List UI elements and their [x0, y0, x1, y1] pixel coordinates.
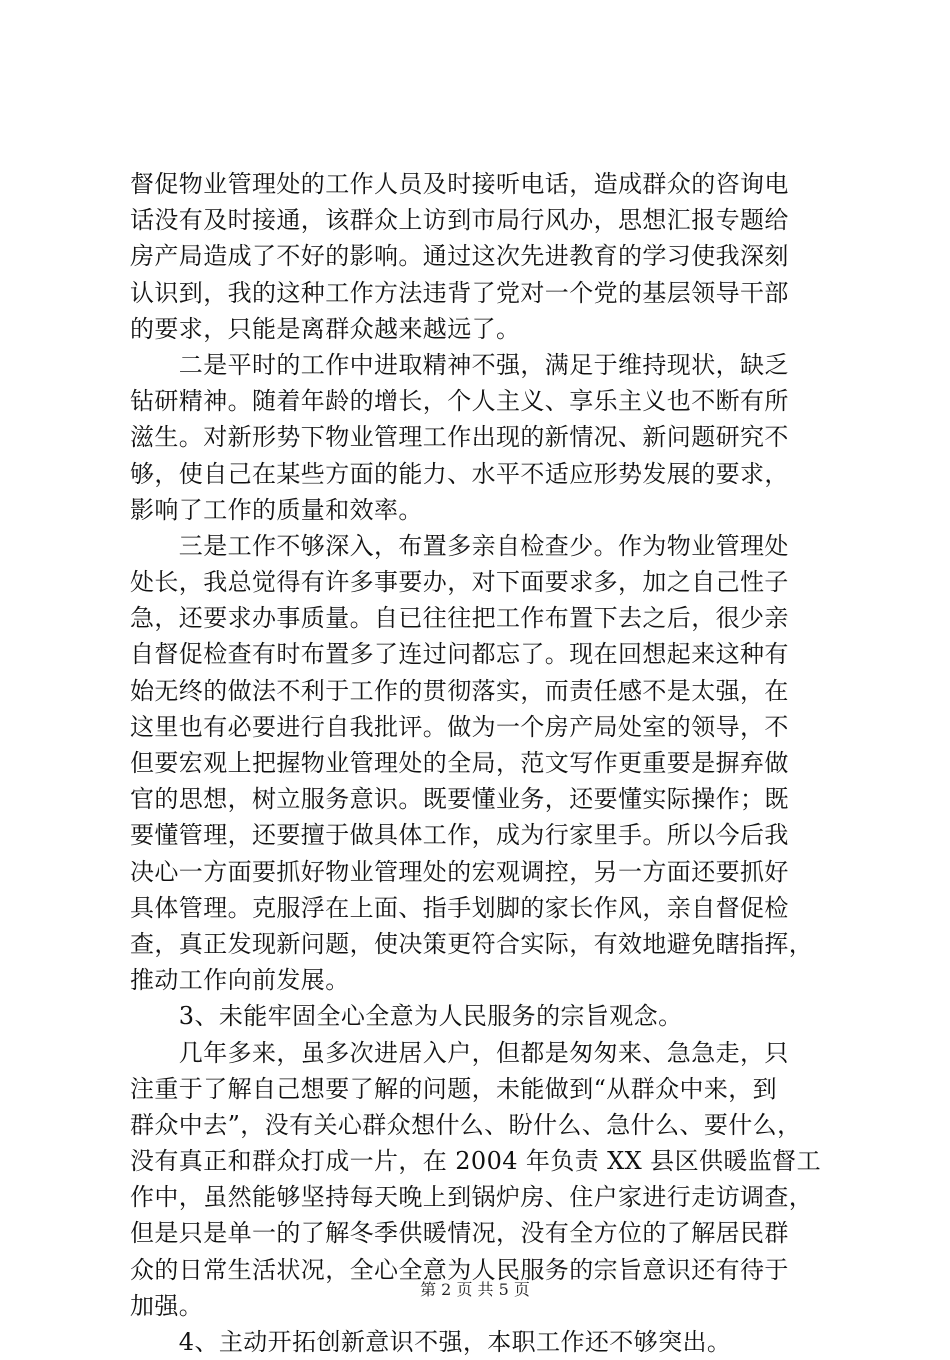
text-line: 钻研精神。随着年龄的增长，个人主义、享乐主义也不断有所 — [130, 387, 789, 416]
text-line: 注重于了解自己想要了解的问题，未能做到“从群众中来，到 — [130, 1074, 778, 1103]
text-line: 的要求，只能是离群众越来越远了。 — [130, 314, 521, 343]
text-line: 官的思想，树立服务意识。既要懂业务，还要懂实际操作；既 — [130, 785, 789, 814]
text-line: 决心一方面要抓好物业管理处的宏观调控，另一方面还要抓好 — [130, 857, 789, 886]
text-line: 没有真正和群众打成一片，在 2004 年负责 XX 县区供暖监督工 — [130, 1147, 821, 1176]
text-line: 处长，我总觉得有许多事要办，对下面要求多，加之自己性子 — [130, 568, 789, 597]
text-line: 群众中去”，没有关心群众想什么、盼什么、急什么、要什么， — [130, 1110, 802, 1139]
text-line: 始无终的做法不利于工作的贯彻落实，而责任感不是太强，在 — [130, 676, 789, 705]
text-line: 作中，虽然能够坚持每天晚上到锅炉房、住户家进行走访调查， — [130, 1183, 814, 1212]
text-line: 众的日常生活状况，全心全意为人民服务的宗旨意识还有待于 — [130, 1255, 789, 1284]
text-line: 但要宏观上把握物业管理处的全局，范文写作更重要是摒弃做 — [130, 749, 789, 777]
text-line: 推动工作向前发展。 — [130, 966, 350, 995]
text-line: 要懂管理，还要擅于做具体工作，成为行家里手。所以今后我 — [130, 821, 789, 850]
text-line: 房产局造成了不好的影响。通过这次先进教育的学习使我深刻 — [130, 242, 789, 271]
text-line: 二是平时的工作中进取精神不强，满足于维持现状，缺乏 — [130, 350, 789, 379]
text-line: 3、未能牢固全心全意为人民服务的宗旨观念。 — [130, 1002, 683, 1031]
text-line: 督促物业管理处的工作人员及时接听电话，造成群众的咨询电 — [130, 170, 789, 198]
text-line: 三是工作不够深入，布置多亲自检查少。作为物业管理处 — [130, 531, 789, 560]
text-line: 这里也有必要进行自我批评。做为一个房产局处室的领导，不 — [130, 712, 789, 741]
text-line: 4、主动开拓创新意识不强，本职工作还不够突出。 — [130, 1328, 732, 1356]
text-line: 自督促检查有时布置多了连过问都忘了。现在回想起来这种有 — [130, 640, 789, 669]
text-line: 具体管理。克服浮在上面、指手划脚的家长作风，亲自督促检 — [130, 893, 789, 922]
text-line: 查，真正发现新问题，使决策更符合实际，有效地避免瞎指挥， — [130, 929, 814, 958]
text-line: 滋生。对新形势下物业管理工作出现的新情况、新问题研究不 — [130, 423, 789, 452]
text-line: 但是只是单一的了解冬季供暖情况，没有全方位的了解居民群 — [130, 1219, 789, 1248]
page-footer: 第 2 页 共 5 页 — [420, 1280, 530, 1299]
text-line: 认识到，我的这种工作方法违背了党对一个党的基层领导干部 — [130, 278, 789, 307]
text-line: 话没有及时接通，该群众上访到市局行风办，思想汇报专题给 — [130, 206, 789, 235]
text-line: 几年多来，虽多次进居入户，但都是匆匆来、急急走，只 — [130, 1038, 789, 1067]
text-line: 够，使自己在某些方面的能力、水平不适应形势发展的要求， — [130, 459, 789, 488]
text-line: 急，还要求办事质量。自已往往把工作布置下去之后，很少亲 — [130, 604, 789, 633]
body-text — [130, 166, 830, 1360]
text-line: 影响了工作的质量和效率。 — [130, 495, 423, 524]
text-line: 加强。 — [130, 1291, 204, 1320]
